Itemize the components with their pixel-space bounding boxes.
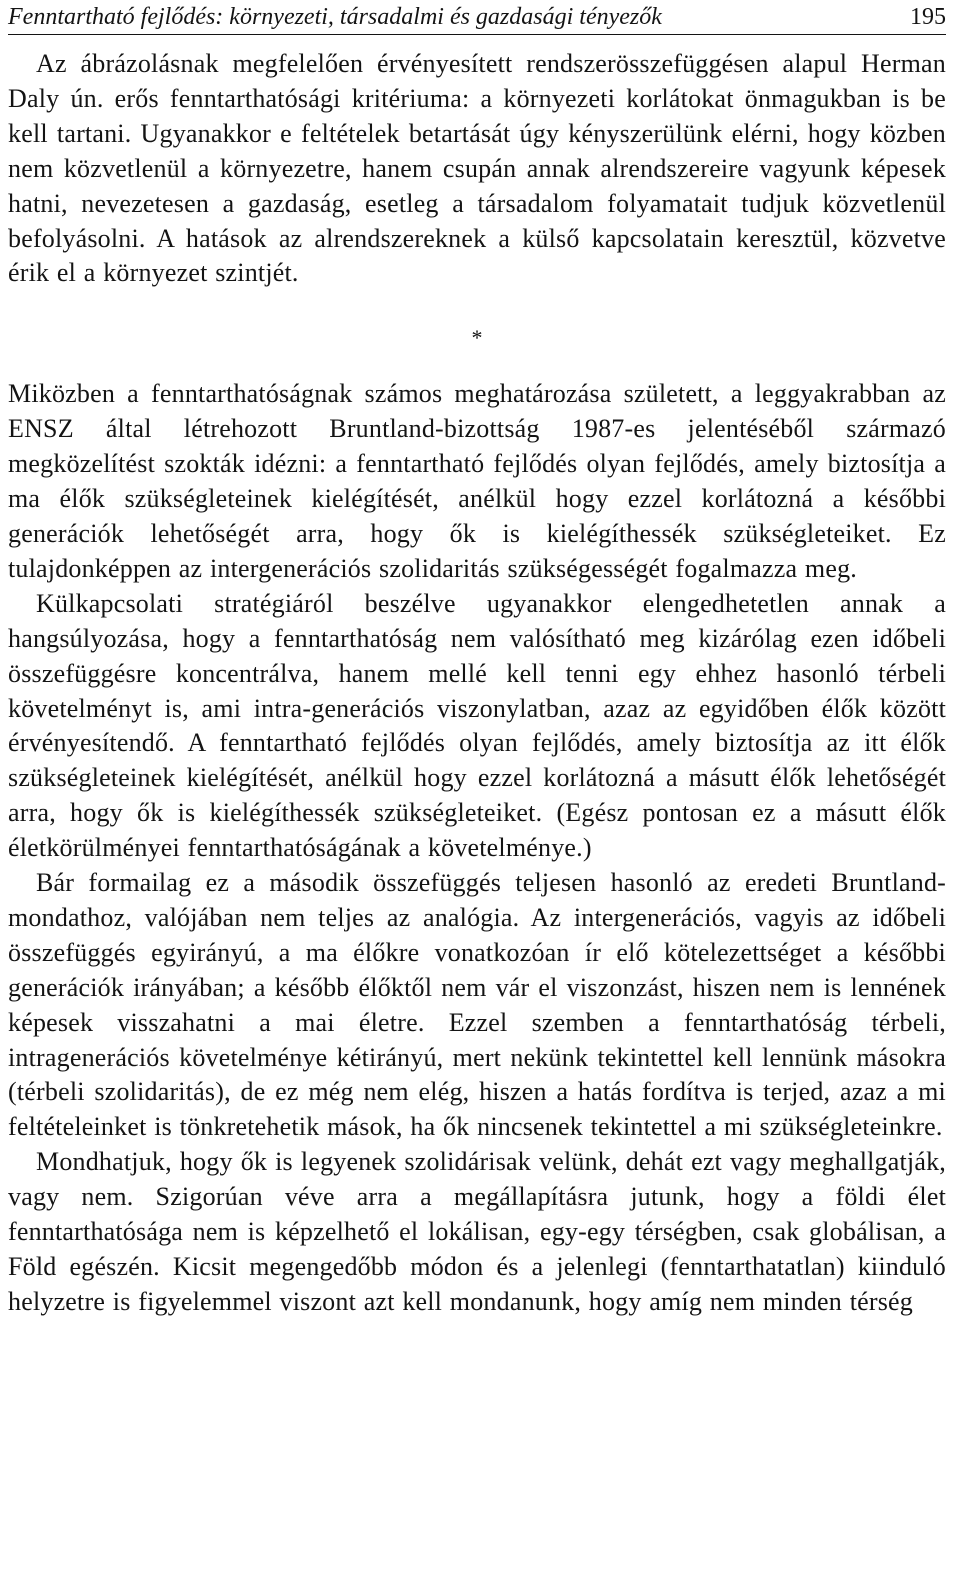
chapter-title: Fenntartható fejlődés: környezeti, társadalmi és gazdasági tényezők (8, 4, 662, 30)
book-page (8, 0, 946, 1320)
paragraph-3: Külkapcsolati stratégiáról beszélve ugyanakkor elengedhetetlen annak a hangsúlyozása, hogy a fenntarthatóság nem valósítható meg kizárólag ezen időbeli összefüggésre koncentrálva, hanem mellé kell tenni egy ehhez hasonló térbeli követelményt is, ami intra-generációs viszonylatban, azaz az egyidőben élők között érvényesítendő. A fenntartható fejlődés olyan fejlődés, amely biztosítja az itt élők szükségleteinek kielégítését, anélkül hogy ezzel korlátozná a másutt élők lehetőségét arra, hogy ők is kielégíthessék szükségleteiket. (Egész pontosan ez a másutt élők életkörülményei fenntarthatóságának a követelménye.) (8, 588, 946, 863)
section-separator: * (471, 325, 483, 351)
running-header (8, 0, 946, 35)
paragraph-2: Miközben a fenntarthatóságnak számos meghatározása született, a leggyakrabban az ENSZ által létrehozott Bruntland-bizottság 1987-es jelentéséből származó megközelítést szokták idézni: a fenntartható fejlődés olyan fejlődés, amely biztosítja a ma élők szükségleteinek kielégítését, anélkül hogy ezzel korlátozná a későbbi generációk lehetőségét arra, hogy ők is kielégíthessék szükségleteiket. Ez tulajdonképpen az intergenerációs szolidaritás szükségességét fogalmazza meg. (8, 379, 946, 583)
paragraph-4: Bár formailag ez a második összefüggés teljesen hasonló az eredeti Bruntland-mondathoz, valójában nem teljes az analógia. Az intergenerációs, vagyis az időbeli összefüggés egyirányú, a ma élőkre vonatkozóan ír elő kötelezettséget a későbbi generációk irányában; a később élőktől nem vár el viszonzást, hiszen nem is lennének képesek visszahatni a mai életre. Ezzel szemben a fenntarthatóság térbeli, intragenerációs követelménye kétirányú, mert nekünk tekintettel kell lennünk másokra (térbeli szolidaritás), de ez még nem elég, hiszen a hatás fordítva is terjed, azaz a mi feltételeinket is tönkretehetik mások, ha ők nincsenek tekintettel a mi szükségleteinkre. (8, 868, 946, 1142)
page-number: 195 (910, 4, 946, 30)
paragraph-1: Az ábrázolásnak megfelelően érvényesített rendszerösszefüggésen alapul Herman Daly ún. erős fenntarthatósági kritériuma: a környezeti korlátokat önmagukban is be kell tartani. Ugyanakkor e feltételek betartását úgy kényszerülünk elérni, hogy közben nem közvetlenül a környezetre, hanem csupán annak alrendszereire vagyunk képesek hatni, nevezetesen a gazdaság, esetleg a társadalom folyamatait tudjuk közvetlenül befolyásolni. A hatások az alrendszereknek a külső kapcsolatain keresztül, közvetve érik el a környezet szintjét. (8, 49, 946, 288)
paragraph-5: Mondhatjuk, hogy ők is legyenek szolidárisak velünk, dehát ezt vagy meghallgatják, vagy nem. Szigorúan véve arra a megállapításra jutunk, hogy a földi élet fenntarthatósága nem is képzelhető el lokálisan, egy-egy térségben, csak globálisan, a Föld egészén. Kicsit megengedőbb módon és a jelenlegi (fenntarthatatlan) kiinduló helyzetre is figyelemmel viszont azt kell mondanunk, hogy amíg nem minden térség (8, 1147, 946, 1316)
